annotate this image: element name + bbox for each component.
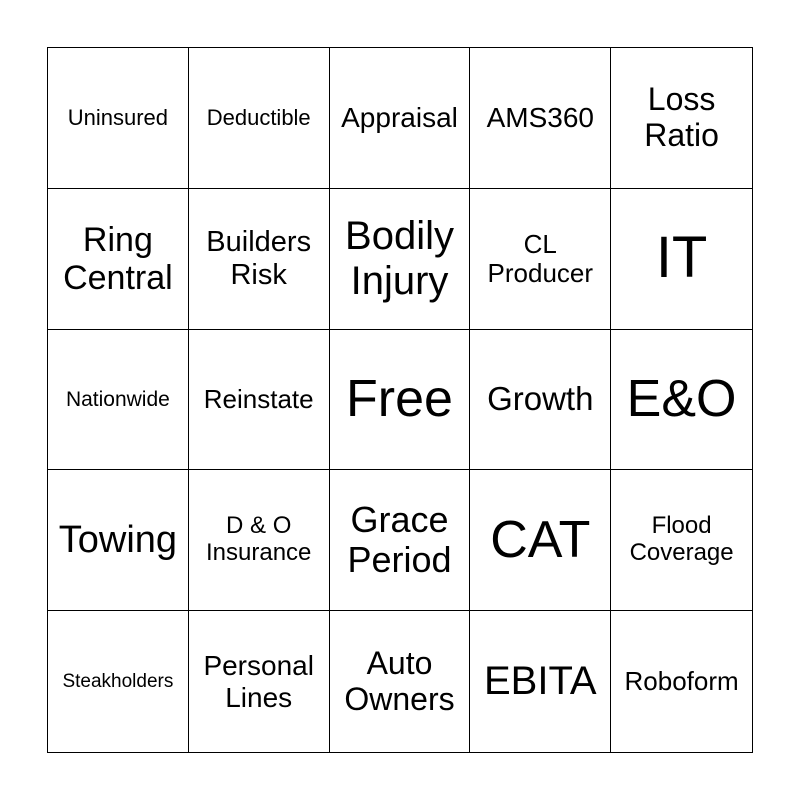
cell-label: CL Producer — [487, 228, 594, 288]
cell-label: Steakholders — [62, 670, 174, 692]
bingo-cell-uninsured[interactable] — [48, 48, 189, 189]
bingo-cell-ebita[interactable] — [470, 611, 611, 752]
cell-label: Appraisal — [341, 102, 458, 134]
cell-label: Reinstate — [203, 383, 314, 414]
bingo-cell-builders-risk[interactable] — [189, 189, 330, 330]
bingo-cell-cat[interactable] — [470, 470, 611, 611]
cell-label: Auto Owners — [344, 644, 455, 717]
bingo-cell-roboform[interactable] — [611, 611, 752, 752]
bingo-cell-free[interactable] — [330, 330, 471, 471]
bingo-cell-d-and-o-insurance[interactable] — [189, 470, 330, 611]
cell-label: Deductible — [206, 104, 311, 130]
cell-label: Loss Ratio — [644, 81, 719, 153]
bingo-cell-reinstate[interactable] — [189, 330, 330, 471]
cell-label: Flood Coverage — [629, 512, 734, 567]
cell-label: Roboform — [624, 666, 739, 697]
bingo-cell-loss-ratio[interactable] — [611, 48, 752, 189]
bingo-board — [47, 47, 753, 753]
cell-label: E&O — [626, 370, 737, 429]
bingo-cell-cl-producer[interactable] — [470, 189, 611, 330]
cell-label: D & O Insurance — [205, 512, 312, 567]
cell-label: Uninsured — [67, 104, 169, 130]
cell-label: Towing — [58, 519, 178, 562]
cell-label: Personal Lines — [203, 650, 314, 713]
bingo-cell-appraisal[interactable] — [330, 48, 471, 189]
cell-label: Grace Period — [347, 498, 452, 581]
bingo-cell-nationwide[interactable] — [48, 330, 189, 471]
cell-label: CAT — [490, 511, 591, 570]
cell-label: Bodily Injury — [345, 213, 454, 303]
bingo-cell-grace-period[interactable] — [330, 470, 471, 611]
bingo-cell-ring-central[interactable] — [48, 189, 189, 330]
bingo-cell-auto-owners[interactable] — [330, 611, 471, 752]
bingo-cell-e-and-o[interactable] — [611, 330, 752, 471]
bingo-cell-steakholders[interactable] — [48, 611, 189, 752]
bingo-cell-bodily-injury[interactable] — [330, 189, 471, 330]
cell-label: IT — [655, 225, 708, 291]
bingo-cell-flood-coverage[interactable] — [611, 470, 752, 611]
cell-label: Nationwide — [65, 387, 170, 411]
bingo-cell-it[interactable] — [611, 189, 752, 330]
bingo-cell-deductible[interactable] — [189, 48, 330, 189]
cell-label: Builders Risk — [206, 226, 312, 291]
cell-label: AMS360 — [486, 102, 594, 134]
cell-label: Free — [346, 370, 453, 429]
bingo-cell-ams360[interactable] — [470, 48, 611, 189]
bingo-cell-towing[interactable] — [48, 470, 189, 611]
cell-label: Growth — [487, 380, 594, 418]
cell-label: Ring Central — [63, 220, 173, 297]
bingo-cell-personal-lines[interactable] — [189, 611, 330, 752]
bingo-cell-growth[interactable] — [470, 330, 611, 471]
cell-label: EBITA — [483, 659, 597, 704]
